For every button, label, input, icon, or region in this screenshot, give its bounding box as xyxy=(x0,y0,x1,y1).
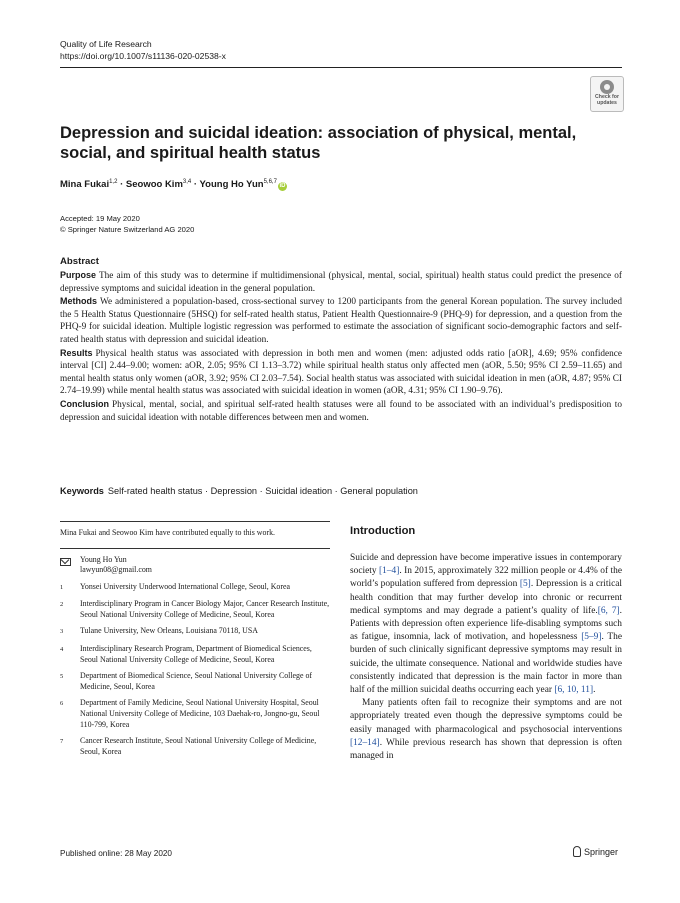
intro-text: Suicide and depression have become imperative issues in contemporary society xyxy=(350,553,622,577)
corresponding-author xyxy=(60,555,330,576)
affiliation-item xyxy=(60,644,330,665)
author-separator: · xyxy=(191,179,200,190)
introduction-heading: Introduction xyxy=(350,525,416,537)
springer-horse-icon xyxy=(572,846,581,856)
copyright-notice: © Springer Nature Switzerland AG 2020 xyxy=(60,225,195,234)
affiliation-text: Department of Family Medicine, Seoul National University Hospital, Seoul National University College of Medicine, 103 Daehak-ro, Jongno-gu, Seoul 110-799, Korea xyxy=(80,698,320,729)
intro-text: . The burden of such clinically significant depressive symptoms may result in suicide, the ultimate consequence. National and worldwide studies have consistently indicated that depression is the main factor in more than half of the million suicidal deaths occurring each year xyxy=(350,632,622,696)
affiliation-item xyxy=(60,671,330,692)
affiliation-number: 3 xyxy=(60,628,64,636)
abstract-results-text: Physical health status was associated with depression in both men and women (men: adjusted odds ratio [aOR], 4.69; 95% confidence interval [CI] 2.44–9.00; women: aOR, 2.05; 95% CI 1.13–3.72) while spiritual health status only affected men (aOR, 5.50; 95% CI 2.59–11.65) and mental health status only women (aOR, 3.92; 95% CI 2.03–7.54). Social health status was associated with suicidal ideation in men (aOR, 4.87; 95% CI 2.74–19.99) while mental health status was associated with suicidal ideation in women (aOR, 4.31; 95% CI 1.90–9.76). xyxy=(60,348,622,397)
author-name[interactable]: Young Ho Yun xyxy=(199,179,264,190)
corresponding-email[interactable]: lawyun08@gmail.com xyxy=(80,565,152,575)
affiliation-number: 5 xyxy=(60,673,64,681)
check-for-updates-badge[interactable] xyxy=(590,76,624,112)
accepted-date: Accepted: 19 May 2020 xyxy=(60,214,140,223)
publisher-logo xyxy=(572,846,618,857)
citation-link[interactable]: [5–9] xyxy=(581,632,602,643)
intro-text: Many patients often fail to recognize their symptoms and are not appropriately treated even though the depressive symptoms could be easily managed with pharmacological and psychosocial interventions xyxy=(350,698,622,735)
affiliation-text: Yonsei University Underwood International College, Seoul, Korea xyxy=(80,581,291,591)
header-rule xyxy=(60,67,622,68)
abstract-results xyxy=(60,347,622,398)
article-title: Depression and suicidal ideation: association of physical, mental, social, and spiritual health status xyxy=(60,124,577,162)
abstract-heading: Abstract xyxy=(60,256,99,267)
article-dates xyxy=(60,213,194,235)
citation-link[interactable]: [6, 10, 11] xyxy=(554,685,594,696)
affiliation-item xyxy=(60,599,330,620)
keywords xyxy=(60,486,418,496)
publisher-name: Springer xyxy=(584,847,619,857)
abstract-results-label: Results xyxy=(60,347,93,358)
intro-text: . While previous research has shown that depression is often managed in xyxy=(350,737,622,762)
intro-paragraph-2 xyxy=(350,697,622,763)
intro-text: . xyxy=(593,685,596,696)
citation-link[interactable]: [12–14] xyxy=(350,737,380,748)
abstract-conclusion-text: Physical, mental, social, and spiritual self-rated health statuses were all found to be associated with an individual’s predisposition to depression and suicidal ideation with notable differences between men and women. xyxy=(60,399,622,423)
check-updates-line1: Check for xyxy=(595,94,619,100)
keywords-label: Keywords xyxy=(60,486,104,496)
affiliation-text: Interdisciplinary Program in Cancer Biology Major, Cancer Research Institute, Seoul National University College of Medicine, Seoul, Korea xyxy=(80,599,330,619)
intro-paragraph-1 xyxy=(350,552,622,697)
affiliation-text: Tulane University, New Orleans, Louisiana 70118, USA xyxy=(80,626,258,636)
abstract-purpose xyxy=(60,269,622,295)
check-updates-line2: updates xyxy=(597,99,617,106)
author-name[interactable]: Mina Fukai xyxy=(60,179,110,190)
author-affiliation-ref: 5,6,7 xyxy=(263,179,277,185)
abstract-conclusion xyxy=(60,398,622,424)
author-affiliation-ref: 3,4 xyxy=(182,179,192,185)
affiliation-number: 1 xyxy=(60,583,64,591)
envelope-icon xyxy=(60,558,71,566)
author-separator: · xyxy=(117,179,126,190)
introduction-section xyxy=(350,524,622,763)
abstract-purpose-text: The aim of this study was to determine if multidimensional (physical, mental, social, spiritual) health status could predict the presence of depressive symptoms and suicidal ideation in the general population. xyxy=(60,271,622,294)
footnote-rule xyxy=(60,521,330,522)
citation-link[interactable]: [1–4] xyxy=(379,566,400,577)
affiliation-number: 7 xyxy=(60,738,64,746)
intro-text: . In 2015, approximately 322 million people or 4.4% of the world’s population suffered from depression xyxy=(350,566,622,590)
footnote-rule xyxy=(60,548,330,549)
affiliation-number: 6 xyxy=(60,700,64,708)
citation-link[interactable]: [6, 7] xyxy=(597,605,620,616)
affiliation-text: Interdisciplinary Research Program, Department of Biomedical Sciences, Seoul National University College of Medicine, Seoul, Korea xyxy=(80,644,312,664)
affiliation-text: Cancer Research Institute, Seoul National University College of Medicine, Seoul, Korea xyxy=(80,736,317,756)
footnotes xyxy=(60,521,330,763)
doi-link[interactable]: https://doi.org/10.1007/s11136-020-02538-x xyxy=(60,51,226,61)
abstract xyxy=(60,256,622,424)
author-name[interactable]: Seowoo Kim xyxy=(125,179,183,190)
affiliation-item xyxy=(60,582,330,594)
corresponding-name: Young Ho Yun xyxy=(80,554,127,564)
published-online-date: Published online: 28 May 2020 xyxy=(60,849,172,858)
affiliation-number: 2 xyxy=(60,601,64,609)
citation-link[interactable]: [5] xyxy=(519,579,531,590)
author-affiliation-ref: 1,2 xyxy=(109,179,118,185)
affiliation-item xyxy=(60,626,330,638)
crossmark-icon xyxy=(600,80,614,94)
journal-header xyxy=(60,38,226,62)
intro-text: . Depression is a critical health condition that may further develop into chronic or recurrent medical symptoms and may degrade a patient’s quality of life. xyxy=(350,579,622,616)
abstract-methods-text: We administered a population-based, cross-sectional survey to 1200 participants from the general Korean population. The survey included the 5 Health Status Questionnaire (5HSQ) for self-rated health status, Patient Health Questionnaire-9 (PHQ-9) for depression, and a question from the PHQ-9 for suicidal ideation. Multiple logistic regression was performed to estimate the association of significant socio-demographic factors and self-rated health status with depression and suicidal ideation. xyxy=(60,297,622,345)
orcid-icon[interactable]: iD xyxy=(279,183,286,189)
abstract-methods-label: Methods xyxy=(60,296,97,307)
abstract-methods xyxy=(60,295,622,346)
author-list xyxy=(60,179,287,191)
abstract-purpose-label: Purpose xyxy=(60,270,97,280)
affiliation-number: 4 xyxy=(60,646,64,654)
affiliation-item xyxy=(60,698,330,730)
contribution-note: Mina Fukai and Seowoo Kim have contributed equally to this work. xyxy=(60,528,275,537)
keywords-text: Self-rated health status · Depression · Suicidal ideation · General population xyxy=(107,486,418,496)
affiliation-text: Department of Biomedical Science, Seoul National University College of Medicine, Seoul, Korea xyxy=(80,671,313,691)
journal-name: Quality of Life Research xyxy=(60,39,152,49)
intro-text: . Patients with depression often experience life-disabling symptoms such as fatigue, insomnia, lack of motivation, and hopelessness xyxy=(350,605,622,643)
affiliation-item xyxy=(60,736,330,757)
abstract-conclusion-label: Conclusion xyxy=(60,398,109,409)
